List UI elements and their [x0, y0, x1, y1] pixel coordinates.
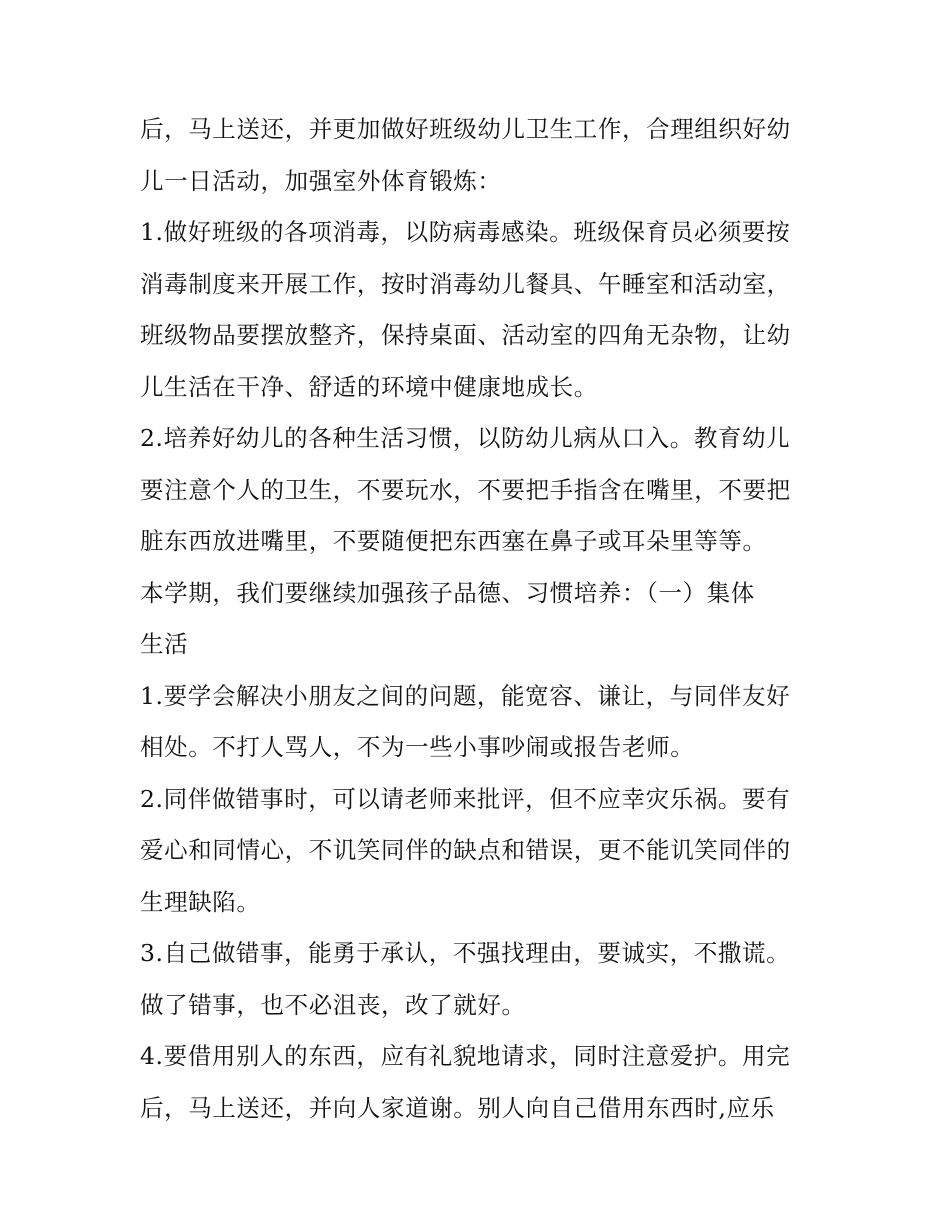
text-line: 本学期，我们要继续加强孩子品德、习惯培养：（一）集体: [140, 578, 755, 607]
text-line: 要注意个人的卫生，不要玩水，不要把手指含在嘴里，不要把: [140, 475, 791, 504]
text-line: 2.培养好幼儿的各种生活习惯，以防幼儿病从口入。教育幼儿: [140, 424, 791, 452]
text-line: 儿一日活动，加强室外体育锻炼：: [140, 166, 502, 195]
text-line: 爱心和同情心，不讥笑同伴的缺点和错误，更不能讥笑同伴的: [140, 836, 791, 864]
text-line: 生理缺陷。: [140, 887, 261, 916]
text-line: 脏东西放进嘴里，不要随便把东西塞在鼻子或耳朵里等等。: [140, 527, 767, 555]
text-line: 3.自己做错事，能勇于承认，不强找理由，要诚实，不撒谎。: [140, 939, 791, 967]
text-line: 后，马上送还，并向人家道谢。别人向自己借用东西时,应乐: [140, 1093, 775, 1122]
text-line: 1.做好班级的各项消毒，以防病毒感染。班级保育员必须要按: [140, 218, 791, 246]
text-line: 班级物品要摆放整齐，保持桌面、活动室的四角无杂物，让幼: [140, 321, 791, 349]
text-line: 2.同伴做错事时，可以请老师来批评，但不应幸灾乐祸。要有: [140, 784, 791, 813]
text-line: 做了错事，也不必沮丧，改了就好。: [140, 990, 526, 1019]
text-line: 生活: [140, 630, 189, 658]
text-line: 消毒制度来开展工作，按时消毒幼儿餐具、午睡室和活动室，: [140, 269, 791, 298]
body-text: [140, 104, 820, 1134]
text-line: 相处。不打人骂人，不为一些小事吵闹或报告老师。: [140, 733, 695, 761]
text-line: 4.要借用别人的东西，应有礼貌地请求，同时注意爱护。用完: [140, 1042, 791, 1070]
text-line: 1.要学会解决小朋友之间的问题，能宽容、谦让，与同伴友好: [140, 681, 791, 710]
text-line: 儿生活在干净、舒适的环境中健康地成长。: [140, 372, 598, 401]
text-line: 后，马上送还，并更加做好班级幼儿卫生工作，合理组织好幼: [140, 115, 791, 143]
